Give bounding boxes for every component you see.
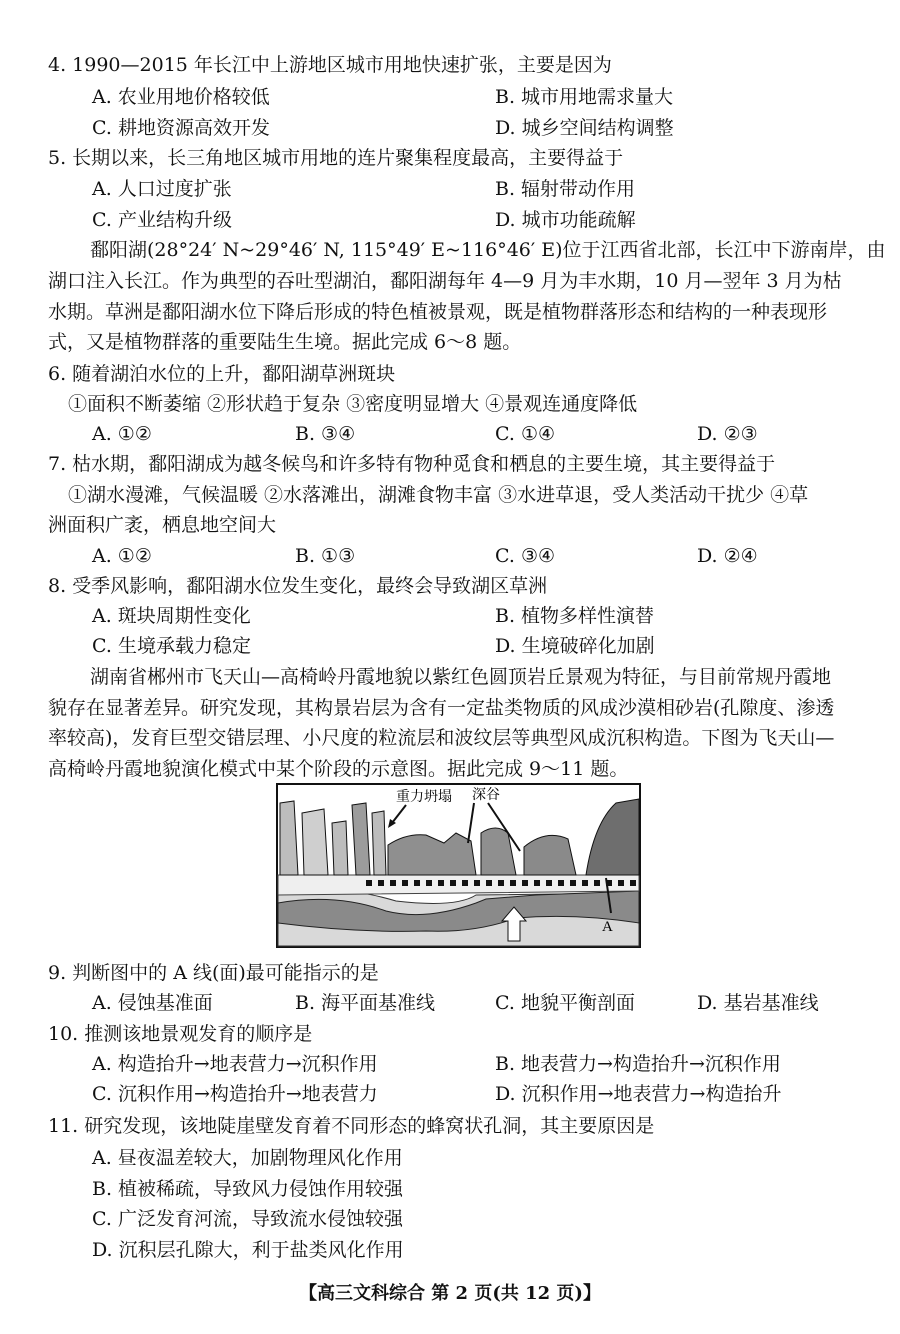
passage1-line: 鄱阳湖(28°24′ N~29°46′ N, 115°49′ E~116°46′ E)位于江西省北部，长江中下游南岸，由 [90, 239, 886, 261]
label-valley: 深谷 [472, 788, 500, 803]
q7-option-c: C. ③④ [495, 545, 556, 567]
q8-option-a: A. 斑块周期性变化 [92, 605, 251, 627]
q10-option-c: C. 沉积作用→构造抬升→地表营力 [92, 1083, 378, 1105]
q6-option-c: C. ①④ [495, 423, 556, 445]
q5-stem: 5. 长期以来，长三角地区城市用地的连片聚集程度最高，主要得益于 [48, 147, 624, 169]
q6-option-b: B. ③④ [295, 423, 356, 445]
q5-option-b: B. 辐射带动作用 [495, 178, 636, 200]
passage1-line: 式，又是植物群落的重要陆生生境。据此完成 6～8 题。 [48, 331, 522, 353]
q5-option-c: C. 产业结构升级 [92, 209, 232, 231]
q9-option-d: D. 基岩基准线 [697, 992, 819, 1014]
q4-option-c: C. 耕地资源高效开发 [92, 117, 270, 139]
label-a: A [602, 919, 613, 935]
q8-option-b: B. 植物多样性演替 [495, 605, 655, 627]
q11-option-d: D. 沉积层孔隙大，利于盐类风化作用 [92, 1239, 404, 1261]
q9-stem: 9. 判断图中的 A 线(面)最可能指示的是 [48, 962, 379, 984]
q6-stem: 6. 随着湖泊水位的上升，鄱阳湖草洲斑块 [48, 363, 396, 385]
page-footer: 【高三文科综合 第 2 页(共 12 页)】 [299, 1283, 601, 1304]
passage2-line: 湖南省郴州市飞天山—高椅岭丹霞地貌以紫红色圆顶岩丘景观为特征，与目前常规丹霞地 [90, 666, 832, 688]
q9-option-b: B. 海平面基准线 [295, 992, 436, 1014]
q10-option-b: B. 地表营力→构造抬升→沉积作用 [495, 1053, 781, 1075]
q9-option-a: A. 侵蚀基准面 [92, 992, 213, 1014]
q7-stem: 7. 枯水期，鄱阳湖成为越冬候鸟和许多特有物种觅食和栖息的主要生境，其主要得益于 [48, 453, 776, 475]
passage2-line: 率较高)，发育巨型交错层理、小尺度的粒流层和波纹层等典型风成沉积构造。下图为飞天山— [48, 727, 835, 749]
danxia-landform-diagram [276, 783, 641, 948]
passage2-line: 高椅岭丹霞地貌演化模式中某个阶段的示意图。据此完成 9～11 题。 [48, 758, 629, 780]
q10-stem: 10. 推测该地景观发育的顺序是 [48, 1023, 313, 1045]
q7-option-b: B. ①③ [295, 545, 356, 567]
q4-option-b: B. 城市用地需求量大 [495, 86, 674, 108]
q7-option-d: D. ②④ [697, 545, 758, 567]
q11-option-b: B. 植被稀疏，导致风力侵蚀作用较强 [92, 1178, 404, 1200]
q6-option-d: D. ②③ [697, 423, 758, 445]
q7-items: ①湖水漫滩，气候温暖 ②水落滩出，湖滩食物丰富 ③水进草退，受人类活动干扰少 ④草 [68, 484, 809, 506]
q6-option-a: A. ①② [92, 423, 152, 445]
q11-stem: 11. 研究发现，该地陡崖壁发育着不同形态的蜂窝状孔洞，其主要原因是 [48, 1115, 655, 1137]
q4-option-d: D. 城乡空间结构调整 [495, 117, 674, 139]
label-collapse: 重力坍塌 [396, 790, 452, 805]
q9-option-c: C. 地貌平衡剖面 [495, 992, 635, 1014]
q11-option-c: C. 广泛发育河流，导致流水侵蚀较强 [92, 1208, 403, 1230]
q10-option-d: D. 沉积作用→地表营力→构造抬升 [495, 1083, 782, 1105]
passage1-line: 水期。草洲是鄱阳湖水位下降后形成的特色植被景观，既是植物群落形态和结构的一种表现形 [48, 301, 828, 323]
passage2-line: 貌存在显著差异。研究发现，其构景岩层为含有一定盐类物质的风成沙漠相砂岩(孔隙度、渗透 [48, 697, 835, 719]
q8-option-d: D. 生境破碎化加剧 [495, 635, 655, 657]
q7-option-a: A. ①② [92, 545, 152, 567]
q11-option-a: A. 昼夜温差较大，加剧物理风化作用 [92, 1147, 403, 1169]
q6-items: ①面积不断萎缩 ②形状趋于复杂 ③密度明显增大 ④景观连通度降低 [68, 393, 638, 415]
q5-option-a: A. 人口过度扩张 [92, 178, 232, 200]
q4-stem: 4. 1990—2015 年长江中上游地区城市用地快速扩张，主要是因为 [48, 54, 612, 76]
q8-stem: 8. 受季风影响，鄱阳湖水位发生变化，最终会导致湖区草洲 [48, 575, 548, 597]
q4-option-a: A. 农业用地价格较低 [92, 86, 270, 108]
q8-option-c: C. 生境承载力稳定 [92, 635, 251, 657]
q7-items: 洲面积广袤，栖息地空间大 [48, 514, 277, 536]
q5-option-d: D. 城市功能疏解 [495, 209, 636, 231]
passage1-line: 湖口注入长江。作为典型的吞吐型湖泊，鄱阳湖每年 4—9 月为丰水期，10 月—翌年 3 月为枯 [48, 270, 842, 292]
q10-option-a: A. 构造抬升→地表营力→沉积作用 [92, 1053, 378, 1075]
